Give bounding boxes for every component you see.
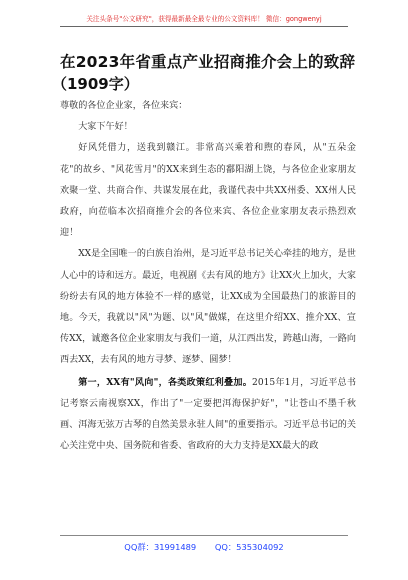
- paragraph-2: XX是全国唯一的白族自治州，是习近平总书记关心牵挂的地方，是世人心中的诗和远方。最近，电视剧《去有风的地方》让XX火上加火，大家纷纷去有风的地方体验不一样的感觉，让XX成为全国最热门的旅游目的地。今天，我就以"风"为题、以"风"做媒，在这里介绍XX、推介XX、宣传XX，诚邀各位企业家朋友与我们一道，从江西出发，跨越山海，一路向西去XX，去有风的地方寻梦、逐梦、圆梦！: [60, 249, 356, 366]
- document-body: [60, 96, 356, 457]
- word-count: （1909字）: [52, 75, 139, 93]
- page-header: 关注头条号"公文研究"，获得最新最全最专业的公文资料库！ 微信：gongwenyj: [86, 15, 322, 23]
- paragraph-3: [60, 372, 356, 458]
- salutation: 尊敬的各位企业家，各位来宾：: [60, 101, 188, 111]
- paragraph-3-heading: 第一，XX有"风向"，各类政策红利叠加。: [78, 376, 253, 388]
- greeting: 大家下午好！: [78, 122, 133, 133]
- header-divider: [60, 26, 348, 27]
- page-footer: [0, 541, 408, 553]
- footer-qq: QQ：535304092: [214, 542, 284, 552]
- paragraph-1: 好风凭借力，送我到赣江。非常高兴乘着和煦的春风，从"五朵金花"的故乡、"风花雪月"的XX来到生态的鄱阳湖上饶，与各位企业家朋友欢聚一堂、共商合作、共谋发展在此，我谨代表中共XX州委、XX州人民政府，向莅临本次招商推介会的各位来宾、各位企业家朋友表示热烈欢迎！: [60, 143, 356, 239]
- footer-divider: [60, 535, 348, 536]
- paragraph-3-text: 2015年1月，习近平总书记考察云南视察XX，作出了"一定要把洱海保护好"，"让苍山不墨千秋画、洱海无弦万古琴的自然美景永驻人间"的重要指示。习近平总书记的关心关注党中央、国务院和省委、省政府的大力支持是XX最大的政: [60, 377, 356, 452]
- footer-qq-group: QQ群：31991489: [124, 542, 197, 552]
- document-title: 在2023年省重点产业招商推介会上的致辞: [60, 53, 356, 71]
